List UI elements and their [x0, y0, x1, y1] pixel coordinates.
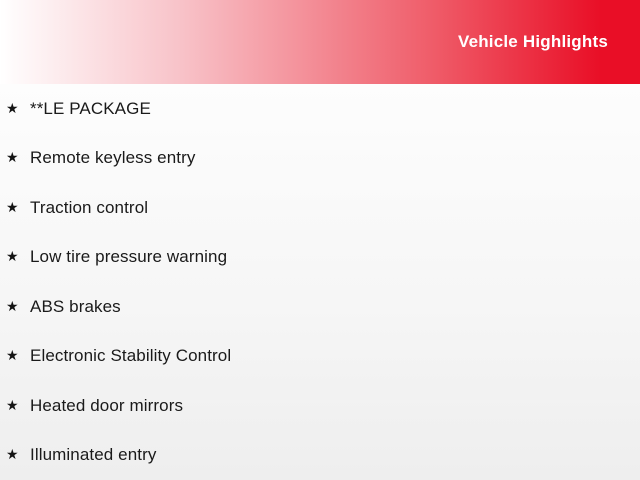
star-icon: ★ — [6, 150, 19, 167]
list-item — [0, 84, 640, 134]
list-item-label: Low tire pressure warning — [30, 247, 228, 267]
page-title: Vehicle Highlights — [457, 32, 608, 51]
header-banner — [0, 0, 640, 84]
star-icon: ★ — [6, 100, 19, 117]
star-icon: ★ — [6, 348, 19, 365]
list-item — [0, 233, 640, 283]
list-item — [0, 134, 640, 184]
star-icon: ★ — [6, 249, 19, 266]
list-item-label: ABS brakes — [30, 296, 121, 316]
list-item — [0, 381, 640, 431]
star-icon: ★ — [6, 447, 19, 464]
list-item-label: Heated door mirrors — [30, 395, 184, 415]
list-item-label: Illuminated entry — [30, 445, 157, 465]
list-item — [0, 183, 640, 233]
star-icon: ★ — [6, 397, 19, 414]
star-icon: ★ — [6, 199, 19, 216]
highlight-list — [0, 84, 640, 480]
list-item — [0, 282, 640, 332]
list-item — [0, 332, 640, 382]
list-item-label: Remote keyless entry — [30, 148, 196, 168]
list-item-label: Electronic Stability Control — [30, 346, 232, 366]
list-item-label: **LE PACKAGE — [30, 98, 151, 118]
list-item — [0, 431, 640, 480]
star-icon: ★ — [6, 298, 19, 315]
list-item-label: Traction control — [30, 197, 149, 217]
